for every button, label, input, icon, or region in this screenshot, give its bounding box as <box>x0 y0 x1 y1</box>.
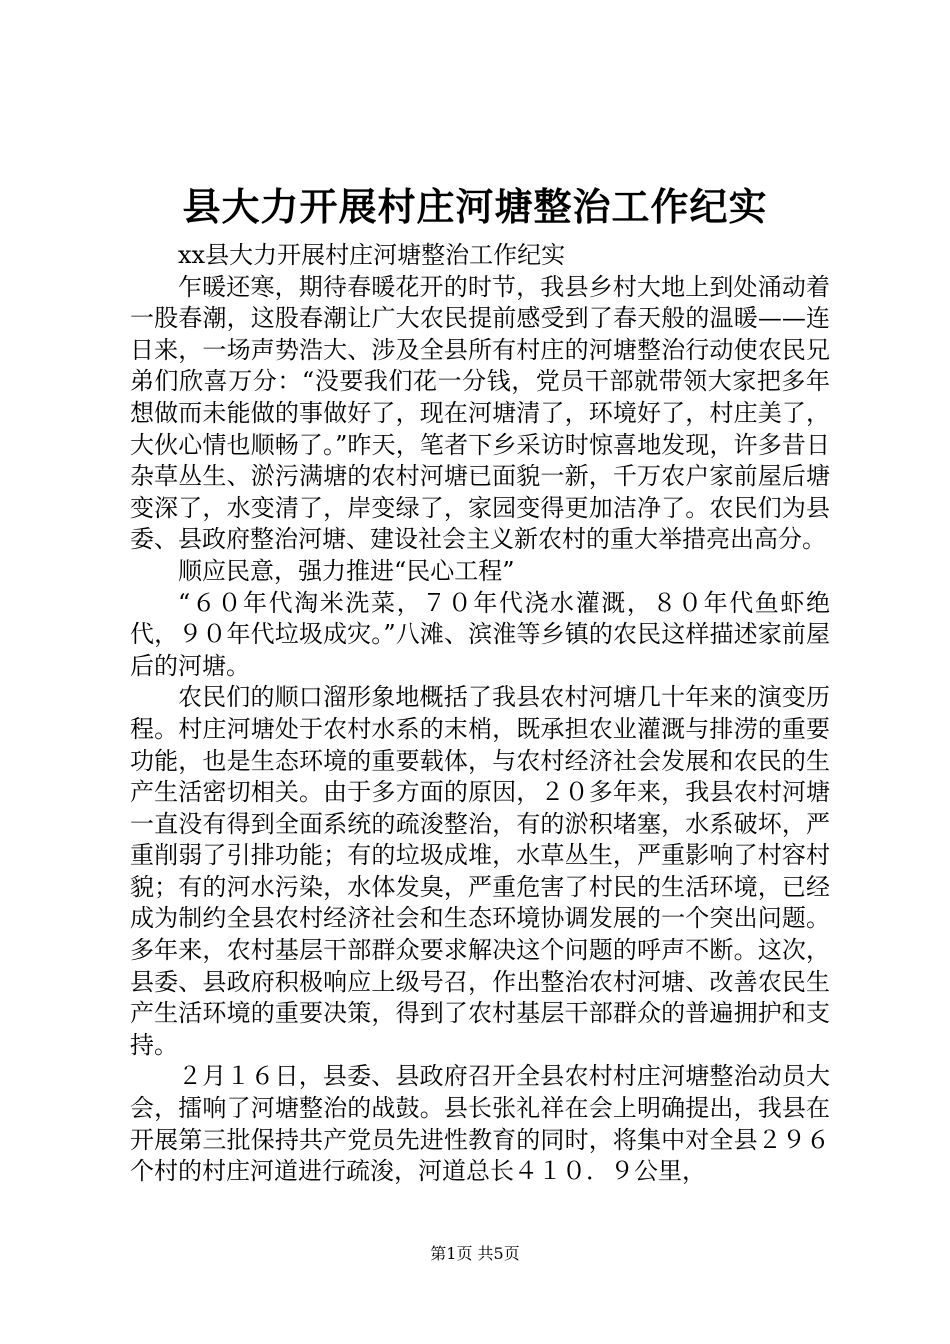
document-body <box>130 240 830 1188</box>
paragraph: 农民们的顺口溜形象地概括了我县农村河塘几十年来的演变历程。村庄河塘处于农村水系的末梢，既承担农业灌溉与排涝的重要功能，也是生态环境的重要载体，与农村经济社会发展和农民的生产生活密切相关。由于多方面的原因，２０多年来，我县农村河塘一直没有得到全面系统的疏浚整治，有的淤积堵塞，水系破坏，严重削弱了引排功能；有的垃圾成堆，水草丛生，严重影响了村容村貌；有的河水污染，水体发臭，严重危害了村民的生活环境，已经成为制约全县农村经济社会和生态环境协调发展的一个突出问题。多年来，农村基层干部群众要求解决这个问题的呼声不断。这次，县委、县政府积极响应上级号召，作出整治农村河塘、改善农民生产生活环境的重要决策，得到了农村基层干部群众的普遍拥护和支持。 <box>130 683 830 1059</box>
paragraph: ２月１６日，县委、县政府召开全县农村村庄河塘整治动员大会，擂响了河塘整治的战鼓。县长张礼祥在会上明确提出，我县在开展第三批保持共产党员先进性教育的同时，将集中对全县２９６个村的村庄河道进行疏浚，河道总长４１０．９公里， <box>130 1062 830 1186</box>
paragraph: 乍暖还寒，期待春暖花开的时节，我县乡村大地上到处涌动着一股春潮，这股春潮让广大农民提前感受到了春天般的温暖——连日来，一场声势浩大、涉及全县所有村庄的河塘整治行动使农民兄弟们欣喜万分：“没要我们花一分钱，党员干部就带领大家把多年想做而未能做的事做好了，现在河塘清了，环境好了，村庄美了，大伙心情也顺畅了。”昨天，笔者下乡采访时惊喜地发现，许多昔日杂草丛生、淤污满塘的农村河塘已面貌一新，千万农户家前屋后塘变深了，水变清了，岸变绿了，家园变得更加洁净了。农民们为县委、县政府整治河塘、建设社会主义新农村的重大举措亮出高分。 <box>130 272 830 554</box>
paragraph: xx县大力开展村庄河塘整治工作纪实 <box>178 241 566 269</box>
section-heading: 顺应民意，强力推进“民心工程” <box>178 556 515 585</box>
paragraph: “６０年代淘米洗菜，７０年代浇水灌溉，８０年代鱼虾绝代，９０年代垃圾成灾。”八滩、滨淮等乡镇的农民这样描述家前屋后的河塘。 <box>130 588 830 680</box>
page-number-footer: 第1页 共5页 <box>430 1244 520 1263</box>
document-title: 县大力开展村庄河塘整治工作纪实 <box>182 184 768 229</box>
